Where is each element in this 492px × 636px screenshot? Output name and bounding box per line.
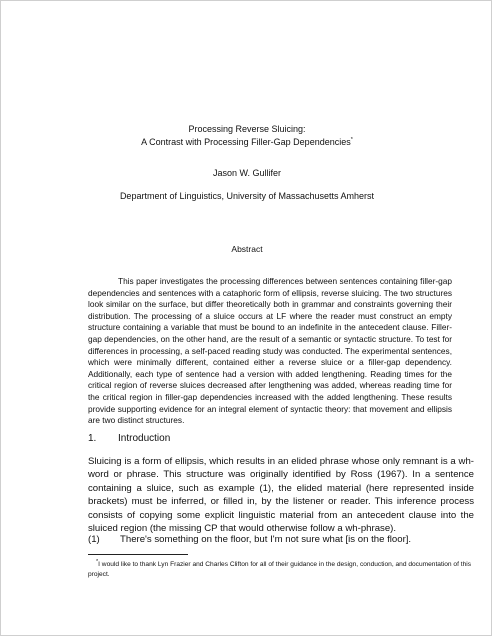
section-heading [88,433,170,444]
author-affiliation: Department of Linguistics, University of Massachusetts Amherst [119,191,375,201]
author-name: Jason W. Gullifer [212,168,282,178]
footnote-marker: * [96,559,99,565]
footnote-rule [88,554,188,555]
section-number: 1. [88,433,97,444]
paper-title-line2 [1,134,492,148]
footnote [88,558,474,579]
abstract-heading: Abstract [231,244,263,254]
footnote-text: I would like to thank Lyn Frazier and Charles Clifton for all of their guidance in the design, conduction, and documentation of this project. [88,561,472,578]
title-line2-text: A Contrast with Processing Filler-Gap Dependencies [141,137,351,147]
example-sentence [88,534,411,545]
abstract-text: This paper investigates the processing differences between sentences containing filler-gap dependencies and sentences with a cataphoric form of ellipsis, reverse sluicing. The two structures look similar on the surface, but differ theoretically both in grammar and constraints governing their distribution. The processing of a sluice occurs at LF where the reader must construct an empty structure containing a variable that must be bound to an indefinite in the antecedent clause. Filler-gap dependencies, on the other hand, are the result of a semantic or syntactic structure. To test for differences in processing, a self-paced reading study was conducted. The experimental sentences, which were minimally different, contained either a reverse sluice or a filler-gap dependency. Additionally, each type of sentence had a version with added lengthening. Reading times for the critical region of reverse sluices decreased after lengthening was added, whereas reading time for the critical region in filler-gap dependencies increased with the added lengthening. These results provide supporting evidence for an integral element of syntactic theory: that movement and ellipsis are two distinct structures. [88,276,452,426]
example-text: There's something on the floor, but I'm not sure what [is on the floor]. [120,534,412,545]
section-title: Introduction [118,433,171,444]
title-footnote-marker: * [350,137,353,143]
title-line1-text: Processing Reverse Sluicing: [188,124,306,134]
body-paragraph: Sluicing is a form of ellipsis, which results in an elided phrase whose only remnant is a wh-word or phrase. This structure was originally identified by Ross (1967). In a sentence containing a sluice, such as example (1), the elided material (here represented inside brackets) must be inferred, or filled in, by the listener or reader. This inference process consists of copying some explicit linguistic material from an antecedent clause into the sluiced region (the missing CP that would otherwise follow a wh-phrase). [88,456,474,535]
example-number: (1) [88,534,100,545]
